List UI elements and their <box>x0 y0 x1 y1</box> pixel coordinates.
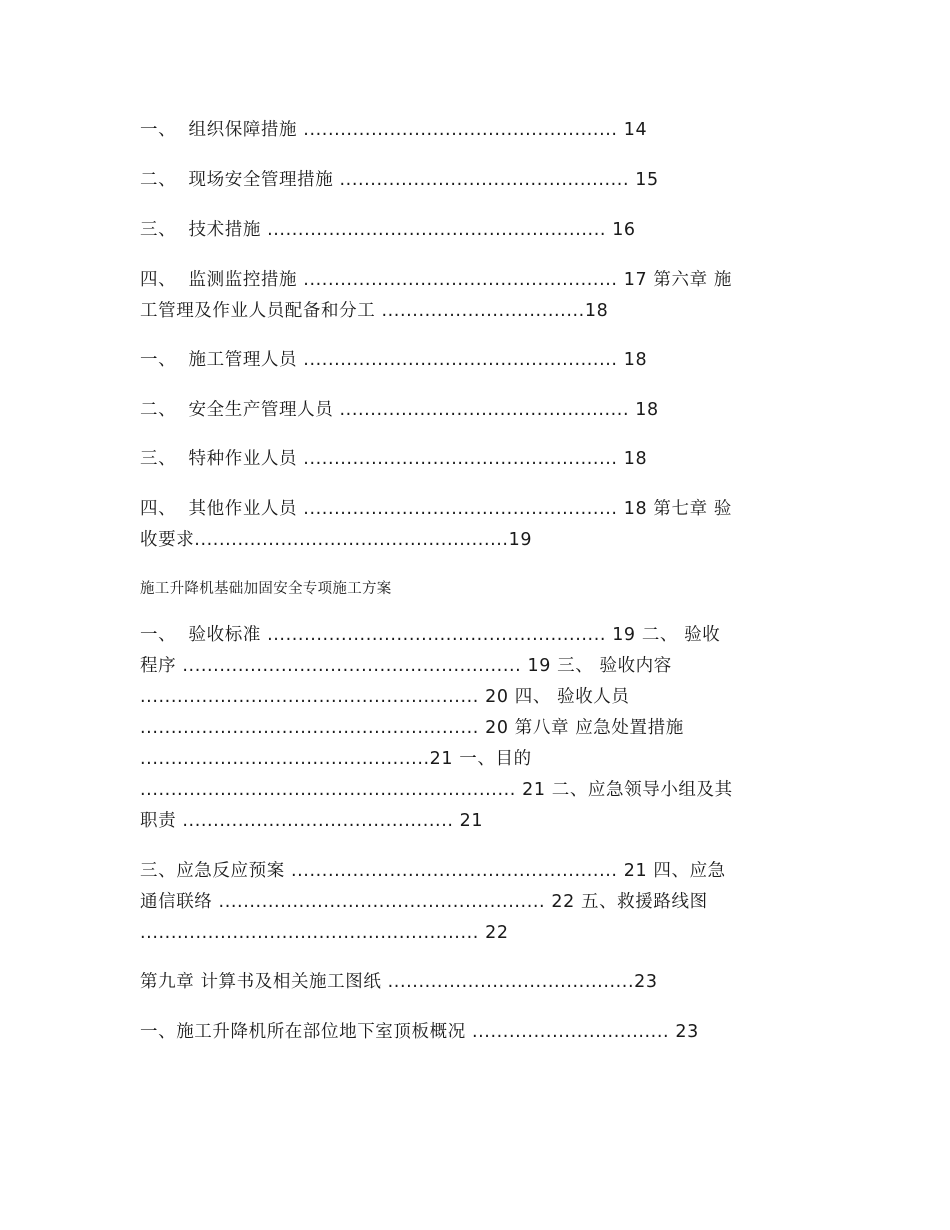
toc-entry: 三、 技术措施 ....................................................... 16 <box>140 220 636 240</box>
toc-entry: 三、应急反应预案 ..................................................... 21 四、应急 <box>140 861 726 881</box>
toc-entry: 三、 特种作业人员 ................................................... 18 <box>140 449 648 469</box>
toc-entry: ............................................................. 21 二、应急领导小组及其 <box>140 780 733 800</box>
toc-entry: 一、 组织保障措施 ................................................... 14 <box>140 120 648 140</box>
toc-entry: 收要求...................................................19 <box>140 530 533 550</box>
toc-entry: 四、 其他作业人员 ................................................... 18 第七章 验 <box>140 499 732 519</box>
toc-entry: ....................................................... 20 四、 验收人员 <box>140 687 630 707</box>
toc-entry: 二、 安全生产管理人员 ............................................... 18 <box>140 400 659 420</box>
toc-entry: 职责 ............................................ 21 <box>140 811 484 831</box>
toc-entry: ....................................................... 22 <box>140 923 509 943</box>
toc-entry: 二、 现场安全管理措施 ............................................... 15 <box>140 170 659 190</box>
toc-entry: 四、 监测监控措施 ................................................... 17 第六章 施 <box>140 270 732 290</box>
toc-entry: 一、 施工管理人员 ................................................... 18 <box>140 350 648 370</box>
toc-entry: ...............................................21 一、目的 <box>140 749 532 769</box>
toc-entry: 一、 验收标准 ....................................................... 19 二、 验收 <box>140 625 721 645</box>
toc-entry: 第九章 计算书及相关施工图纸 ........................................23 <box>140 972 658 992</box>
toc-entry: 通信联络 ..................................................... 22 五、救援路线图 <box>140 892 708 912</box>
running-header: 施工升降机基础加固安全专项施工方案 <box>140 581 392 597</box>
toc-entry: ....................................................... 20 第八章 应急处置措施 <box>140 718 684 738</box>
toc-entry: 一、施工升降机所在部位地下室顶板概况 ................................ 23 <box>140 1022 699 1042</box>
toc-entry: 工管理及作业人员配备和分工 .................................18 <box>140 301 609 321</box>
toc-entry: 程序 ....................................................... 19 三、 验收内容 <box>140 656 672 676</box>
